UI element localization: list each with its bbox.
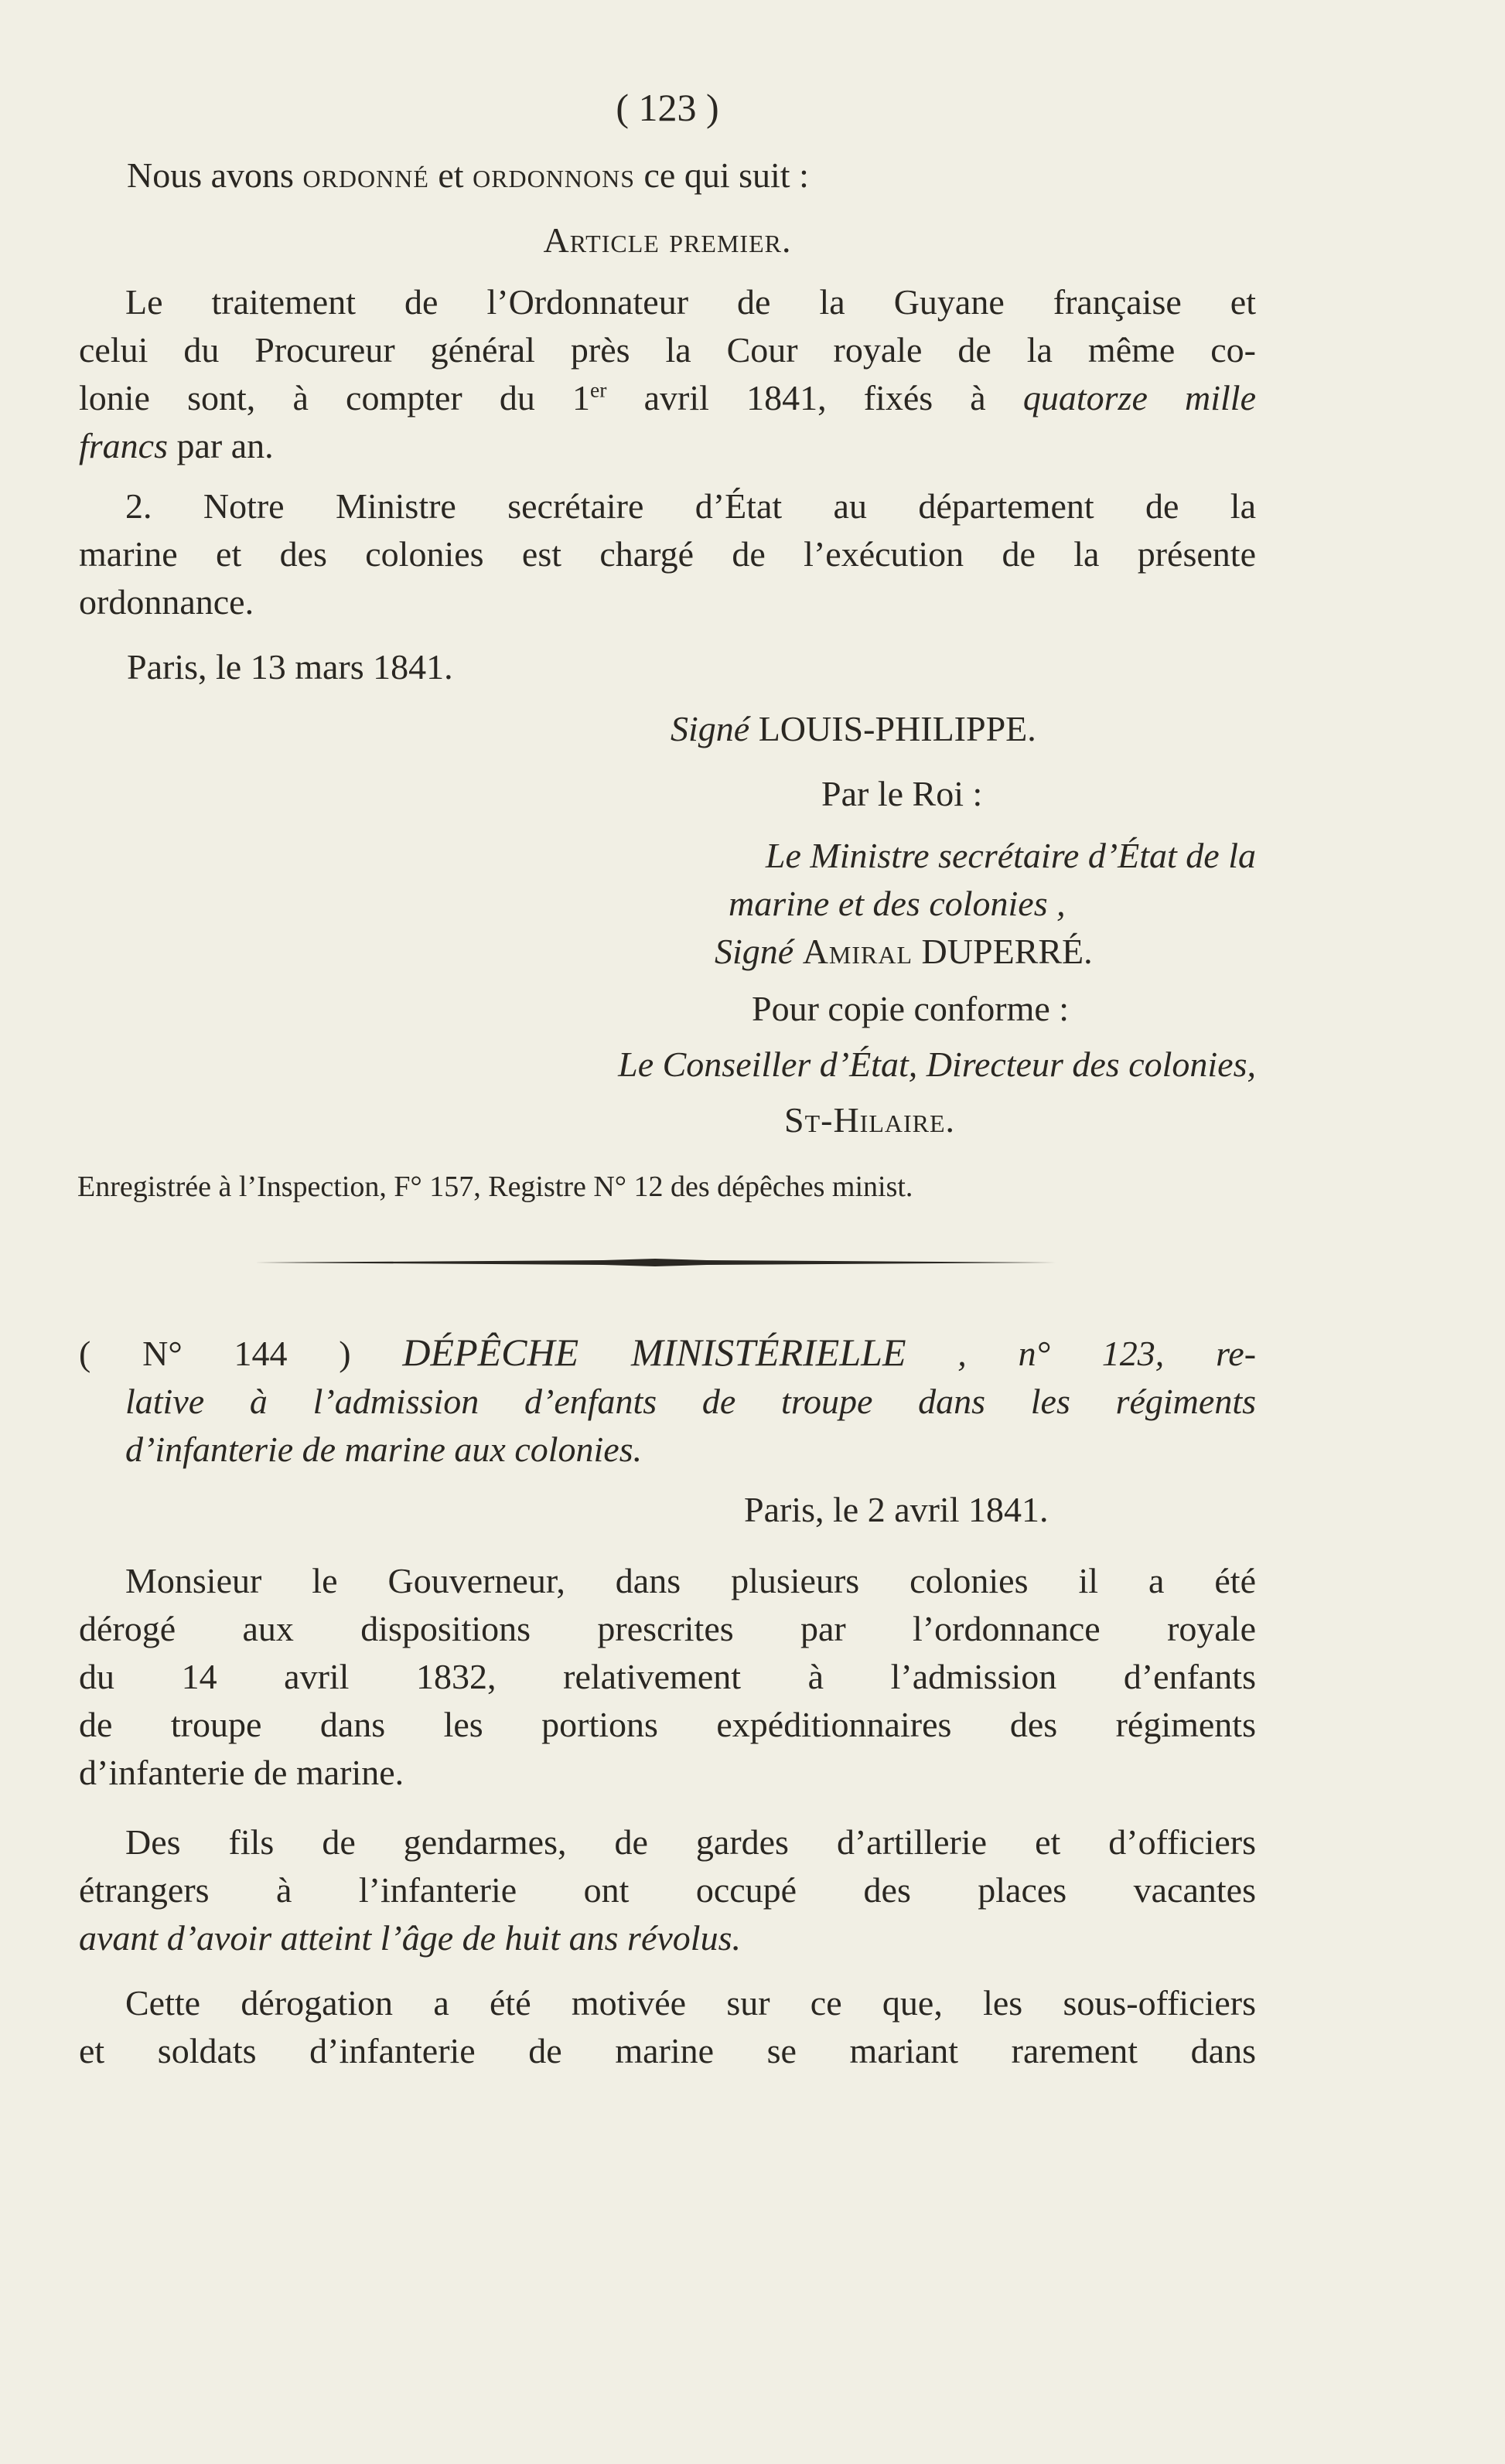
depeche-number: ( N° 144 ) (79, 1334, 351, 1373)
page-number: ( 123 ) (616, 86, 719, 129)
depeche-heading: ( N° 144 ) DÉPÊCHE MINISTÉRIELLE , n° 123, re- lative à l’admission d’enfants de troupe dans les régiments d’infanterie de marine aux colonies. (79, 1331, 1257, 1469)
depeche-paragraph-1: Monsieur le Gouverneur, dans plusieurs colonies il a été dérogé aux dispositions prescrites par l’ordonnance royale du 14 avril 1832, relativement à l’admission d’enfants de troupe dans les portions expéditionnaires des régiments d’infanterie de marine. (79, 1561, 1256, 1792)
depeche-date: Paris, le 2 avril 1841. (744, 1490, 1049, 1529)
st-hilaire: St-Hilaire. (784, 1100, 956, 1140)
ordonnance-date: Paris, le 13 mars 1841. (127, 647, 453, 687)
signature-duperre: Signé Amiral DUPERRÉ. (715, 932, 1093, 971)
depeche-title: DÉPÊCHE MINISTÉRIELLE (402, 1331, 906, 1374)
depeche-paragraph-2: Des fils de gendarmes, de gardes d’artillerie et d’officiers étrangers à l’infanterie ont occupé des places vacantes avant d’avoir atteint l’âge de huit ans révolus. (79, 1822, 1256, 1958)
ordonnance-intro: Nous avons ordonné et ordonnons ce qui suit : (127, 155, 809, 195)
minister-title: Le Ministre secrétaire d’État de la marine et des colonies , (729, 836, 1256, 923)
copie-conforme: Pour copie conforme : (752, 989, 1070, 1028)
registration-note: Enregistrée à l’Inspection, F° 157, Registre N° 12 des dépêches minist. (77, 1171, 913, 1203)
conseiller: Le Conseiller d’État, Directeur des colonies, (618, 1045, 1256, 1084)
article-2: 2. Notre Ministre secrétaire d’État au département de la marine et des colonies est chargé de l’exécution de la présente ordonnance. (79, 486, 1256, 622)
par-le-roi: Par le Roi : (821, 774, 983, 813)
section-divider (255, 1257, 1056, 1268)
signature-king: Signé LOUIS-PHILIPPE. (671, 709, 1036, 748)
article-1: Le traitement de l’Ordonnateur de la Guyane française et celui du Procureur général près la Cour royale de la même co- lonie sont, à compter du 1er avril 1841, fixés à quatorze mille francs par an. (79, 282, 1257, 465)
article-heading: Article premier. (543, 220, 792, 260)
depeche-paragraph-3: Cette dérogation a été motivée sur ce que, les sous-officiers et soldats d’infanterie de marine se mariant rarement dans (79, 1983, 1256, 2070)
